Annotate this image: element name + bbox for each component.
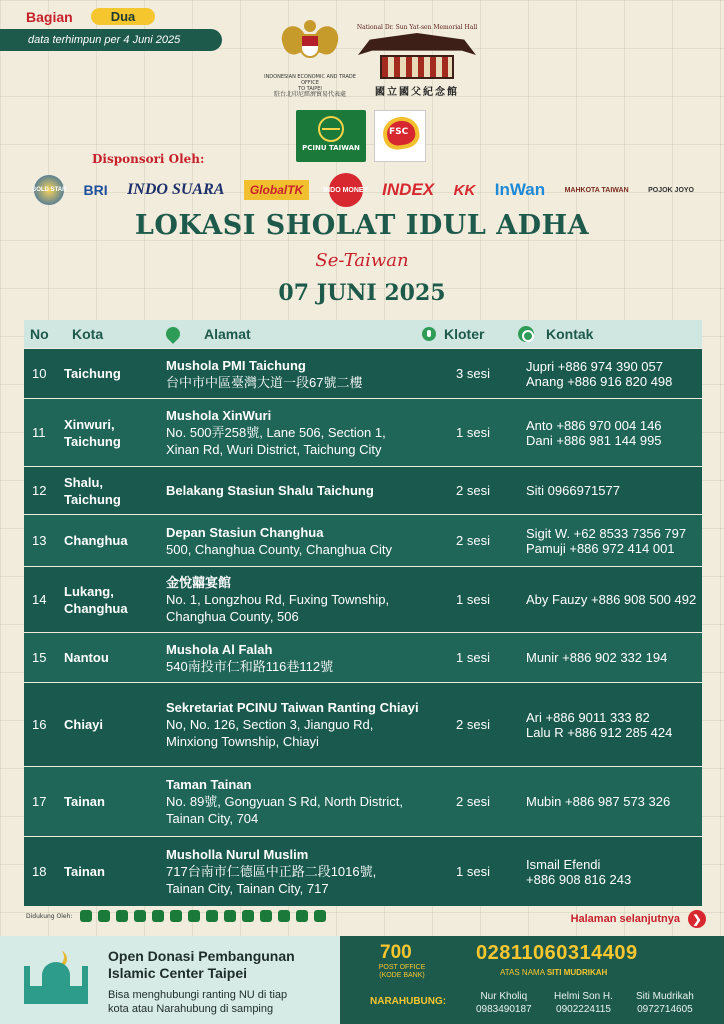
address-line: 540南投市仁和路116巷112號 bbox=[166, 658, 334, 674]
teto-text-2: TO TAIPEI bbox=[298, 86, 322, 92]
row-kloter: 3 sesi bbox=[456, 366, 490, 381]
mosque-icon bbox=[20, 948, 92, 1012]
row-alamat bbox=[166, 524, 434, 558]
po-label-2: (KODE BANK) bbox=[379, 972, 425, 979]
row-kloter: 1 sesi bbox=[456, 650, 490, 665]
garuda-icon bbox=[282, 20, 338, 68]
row-kloter: 2 sesi bbox=[456, 794, 490, 809]
section-badge bbox=[0, 8, 222, 51]
table-row bbox=[24, 682, 702, 766]
teto-text-1: INDONESIAN ECONOMIC AND TRADE OFFICE bbox=[264, 74, 356, 86]
supporter-logo-icon bbox=[116, 910, 128, 922]
table-row bbox=[24, 766, 702, 836]
sponsor-indomoney: INDO MONEY bbox=[329, 173, 363, 207]
row-kloter: 2 sesi bbox=[456, 533, 490, 548]
table-row bbox=[24, 348, 702, 398]
kota-line: Taichung bbox=[64, 433, 121, 449]
row-number: 12 bbox=[32, 483, 47, 498]
table-row bbox=[24, 514, 702, 566]
row-number: 17 bbox=[32, 794, 47, 809]
header-kontak: Kontak bbox=[546, 326, 594, 342]
sponsor-index: INDEX bbox=[382, 180, 435, 199]
pcinu-logo bbox=[296, 110, 366, 162]
row-kontak bbox=[512, 418, 702, 448]
donation-title-line1: Open Donasi Pembangunan bbox=[108, 948, 295, 964]
kota-line: Tainan bbox=[64, 864, 105, 879]
bagian-value: Dua bbox=[91, 8, 156, 25]
address-line: No. 89號, Gongyuan S Rd, North District, bbox=[166, 794, 403, 809]
contact-phone: 0983490187 bbox=[476, 1004, 532, 1015]
supporter-logo-icon bbox=[278, 910, 290, 922]
contact-line: Aby Fauzy +886 908 500 492 bbox=[526, 592, 697, 607]
pcinu-label: PCINU TAIWAN bbox=[302, 144, 360, 152]
supporter-logo-icon bbox=[224, 910, 236, 922]
place-name: Depan Stasiun Changhua bbox=[166, 524, 324, 540]
supporter-logo-icon bbox=[296, 910, 308, 922]
row-kontak bbox=[512, 359, 702, 389]
contact-line: Sigit W. +62 8533 7356 797 bbox=[526, 525, 687, 541]
row-number: 16 bbox=[32, 717, 47, 732]
row-kloter: 2 sesi bbox=[456, 483, 490, 498]
address-line: No, No. 126, Section 3, Jianguo Rd, bbox=[166, 717, 374, 732]
supported-label: Didukung Oleh: bbox=[26, 912, 73, 920]
data-note: data terhimpun per 4 Juni 2025 bbox=[0, 29, 222, 51]
row-alamat bbox=[166, 846, 434, 897]
place-name: Belakang Stasiun Shalu Taichung bbox=[166, 483, 374, 498]
address-line: Tainan City, Tainan City, 717 bbox=[166, 881, 329, 896]
page-title: LOKASI SHOLAT IDUL ADHA bbox=[134, 210, 590, 241]
hall-chinese-name: 國立國父紀念館 bbox=[375, 87, 459, 98]
kota-line: Changhua bbox=[64, 533, 128, 548]
row-number: 18 bbox=[32, 864, 47, 879]
row-kloter: 1 sesi bbox=[456, 864, 490, 879]
row-number: 10 bbox=[32, 366, 47, 381]
locations-table bbox=[24, 320, 702, 906]
donation-desc-line2: kota atau Narahubung di samping bbox=[108, 1003, 274, 1015]
hall-roof-icon bbox=[358, 33, 476, 55]
kota-line: Taichung bbox=[64, 491, 121, 507]
row-kota bbox=[64, 649, 166, 666]
contact-person bbox=[554, 990, 613, 1016]
kota-line: Nantou bbox=[64, 650, 109, 665]
fsc-label: FSC bbox=[389, 127, 409, 137]
row-kota bbox=[64, 863, 166, 880]
po-label-1: POST OFFICE bbox=[378, 964, 426, 971]
supporter-logo-icon bbox=[314, 910, 326, 922]
bagian-label: Bagian bbox=[26, 8, 73, 25]
row-kota bbox=[64, 365, 166, 382]
contact-name: Siti Mudrikah bbox=[636, 991, 694, 1002]
row-kota bbox=[64, 583, 166, 617]
donation-desc-line1: Bisa menghubungi ranting NU di tiap bbox=[108, 989, 288, 1001]
contact-line: Siti 0966971577 bbox=[526, 483, 620, 498]
kota-line: Chiayi bbox=[64, 717, 104, 732]
row-kloter: 1 sesi bbox=[456, 592, 490, 607]
sponsor-inwan: InWan bbox=[494, 180, 546, 199]
arrow-right-icon[interactable]: ❯ bbox=[688, 910, 706, 928]
row-kota bbox=[64, 416, 166, 450]
contact-name: Helmi Son H. bbox=[554, 991, 613, 1002]
supporter-logo-icon bbox=[80, 910, 92, 922]
bank-info bbox=[340, 936, 724, 1024]
header-kontak-cell bbox=[518, 326, 698, 342]
kota-line: Shalu, bbox=[64, 474, 104, 490]
place-name: Mushola PMI Taichung bbox=[166, 357, 306, 373]
teto-text-3: 駐台北印尼經濟貿易代表處 bbox=[273, 91, 346, 98]
row-alamat bbox=[166, 699, 434, 750]
header-kloter: Kloter bbox=[444, 326, 485, 342]
contact-person bbox=[636, 990, 694, 1016]
row-number: 14 bbox=[32, 592, 47, 607]
donation-title bbox=[108, 948, 295, 982]
next-page-label[interactable]: Halaman selanjutnya bbox=[570, 913, 680, 925]
kota-line: Tainan bbox=[64, 794, 105, 809]
contact-line: Munir +886 902 332 194 bbox=[526, 650, 668, 665]
contact-line: Lalu R +886 912 285 424 bbox=[526, 724, 673, 740]
whatsapp-icon bbox=[518, 326, 534, 342]
row-number: 11 bbox=[32, 425, 46, 440]
table-row bbox=[24, 632, 702, 682]
header-alamat-cell bbox=[166, 326, 422, 342]
sponsor-bri: BRI bbox=[83, 182, 108, 198]
address-line: No. 1, Longzhou Rd, Fuxing Township, bbox=[166, 592, 390, 607]
supporter-logo-icon bbox=[134, 910, 146, 922]
contact-line: Anto +886 970 004 146 bbox=[526, 417, 662, 433]
table-row bbox=[24, 466, 702, 514]
address-line: Tainan City, 704 bbox=[166, 811, 259, 826]
place-name: Musholla Nurul Muslim bbox=[166, 847, 309, 862]
sponsor-globaltk: GlobalTK bbox=[244, 180, 309, 200]
donation-description bbox=[108, 988, 287, 1016]
microphone-icon bbox=[422, 327, 436, 341]
row-kontak bbox=[512, 857, 702, 887]
page-subtitle: Se-Taiwan bbox=[315, 250, 409, 271]
sponsor-logos bbox=[31, 172, 694, 208]
row-kloter: 1 sesi bbox=[456, 425, 490, 440]
contact-person bbox=[476, 990, 532, 1016]
supporter-logo-icon bbox=[152, 910, 164, 922]
contact-line: Anang +886 916 820 498 bbox=[526, 373, 673, 389]
contact-line: Pamuji +886 972 414 001 bbox=[526, 540, 675, 556]
next-page-link[interactable] bbox=[571, 910, 706, 928]
row-kontak bbox=[512, 483, 702, 498]
place-name: Mushola XinWuri bbox=[166, 408, 272, 423]
header-no: No bbox=[30, 326, 49, 342]
sponsor-goldstar: GOLD STAR bbox=[34, 175, 64, 205]
address-line: No. 500弄258號, Lane 506, Section 1, bbox=[166, 425, 386, 440]
row-alamat bbox=[166, 482, 434, 499]
contact-line: +886 908 816 243 bbox=[526, 871, 632, 887]
row-alamat bbox=[166, 776, 434, 827]
address-line: Xinan Rd, Wuri District, Taichung City bbox=[166, 442, 382, 457]
row-kontak bbox=[512, 592, 702, 607]
table-row bbox=[24, 566, 702, 632]
contact-phone: 0902224115 bbox=[556, 1004, 611, 1015]
contact-phone: 0972714605 bbox=[637, 1004, 693, 1015]
contact-line: Mubin +886 987 573 326 bbox=[526, 794, 671, 809]
event-date: 07 JUNI 2025 bbox=[278, 280, 446, 306]
supporter-logo-icon bbox=[260, 910, 272, 922]
supporter-logo-icon bbox=[206, 910, 218, 922]
place-name: Taman Tainan bbox=[166, 777, 252, 792]
table-body bbox=[24, 348, 702, 906]
header-kota: Kota bbox=[72, 326, 104, 342]
row-alamat bbox=[166, 357, 434, 391]
supporter-logo-icon bbox=[170, 910, 182, 922]
place-name: 金悅囍宴館 bbox=[166, 575, 232, 590]
address-line: 717台南市仁德區中正路二段1016號, bbox=[166, 864, 377, 879]
post-office-code: 700 bbox=[380, 942, 412, 963]
account-holder bbox=[500, 968, 607, 977]
place-name: Mushola Al Falah bbox=[166, 641, 273, 657]
table-row bbox=[24, 398, 702, 466]
post-office-label bbox=[376, 964, 428, 980]
address-line: 500, Changhua County, Changhua City bbox=[166, 541, 392, 557]
hall-arc-text: National Dr. Sun Yat-sen Memorial Hall bbox=[356, 24, 478, 31]
donation-title-line2: Islamic Center Taipei bbox=[108, 965, 248, 981]
sponsor-kk: KK bbox=[453, 181, 476, 199]
row-number: 13 bbox=[32, 533, 47, 548]
place-name: Sekretariat PCINU Taiwan Ranting Chiayi bbox=[166, 700, 419, 715]
narahubung-label: NARAHUBUNG: bbox=[370, 996, 447, 1007]
supporter-logo-icon bbox=[98, 910, 110, 922]
account-holder-name: SITI MUDRIKAH bbox=[546, 968, 608, 977]
fsc-logo bbox=[374, 110, 426, 162]
sponsor-pojokjoyo: POJOK JOYO bbox=[648, 186, 694, 194]
row-alamat bbox=[166, 574, 434, 625]
header-kloter-cell bbox=[422, 326, 518, 342]
contact-line: Ismail Efendi bbox=[526, 856, 601, 872]
sponsor-indosuara: INDO SUARA bbox=[127, 181, 225, 198]
kota-line: Taichung bbox=[64, 366, 121, 381]
row-kloter: 2 sesi bbox=[456, 717, 490, 732]
row-kontak bbox=[512, 794, 702, 809]
contact-line: Jupri +886 974 390 057 bbox=[526, 358, 663, 374]
row-alamat bbox=[166, 407, 434, 458]
account-number: 02811060314409 bbox=[476, 942, 638, 964]
hall-building-icon bbox=[380, 55, 454, 79]
address-line: 台中市中區臺灣大道一段67號二樓 bbox=[166, 374, 363, 390]
row-kontak bbox=[512, 710, 702, 740]
nu-globe-icon bbox=[318, 116, 344, 142]
sponsor-mahkota: MAHKOTA TAIWAN bbox=[564, 186, 629, 194]
address-line: Minxiong Township, Chiayi bbox=[166, 734, 319, 749]
kota-line: Xinwuri, bbox=[64, 416, 115, 432]
contact-name: Nur Kholiq bbox=[480, 991, 528, 1002]
kota-line: Lukang, bbox=[64, 583, 114, 599]
donation-info bbox=[0, 936, 340, 1024]
donation-footer bbox=[0, 936, 724, 1024]
address-line: Changhua County, 506 bbox=[166, 609, 299, 624]
garuda-emblem bbox=[262, 20, 358, 98]
row-kontak bbox=[512, 650, 702, 665]
memorial-hall-logo bbox=[356, 24, 478, 98]
header-alamat: Alamat bbox=[204, 326, 251, 342]
kota-line: Changhua bbox=[64, 600, 128, 616]
row-kota bbox=[64, 716, 166, 733]
supporter-logo-icon bbox=[188, 910, 200, 922]
row-alamat bbox=[166, 641, 434, 675]
supported-by bbox=[26, 910, 332, 922]
row-number: 15 bbox=[32, 650, 47, 665]
map-pin-icon bbox=[163, 324, 183, 344]
table-header bbox=[24, 320, 702, 348]
row-kontak bbox=[512, 526, 702, 556]
supporter-logo-icon bbox=[242, 910, 254, 922]
row-kota bbox=[64, 793, 166, 810]
row-kota bbox=[64, 474, 166, 508]
contact-line: Ari +886 9011 333 82 bbox=[526, 709, 650, 725]
account-holder-label: ATAS NAMA bbox=[500, 968, 545, 977]
table-row bbox=[24, 836, 702, 906]
contact-line: Dani +886 981 144 995 bbox=[526, 432, 662, 448]
sponsors-heading: Disponsori Oleh: bbox=[92, 152, 205, 166]
row-kota bbox=[64, 532, 166, 549]
